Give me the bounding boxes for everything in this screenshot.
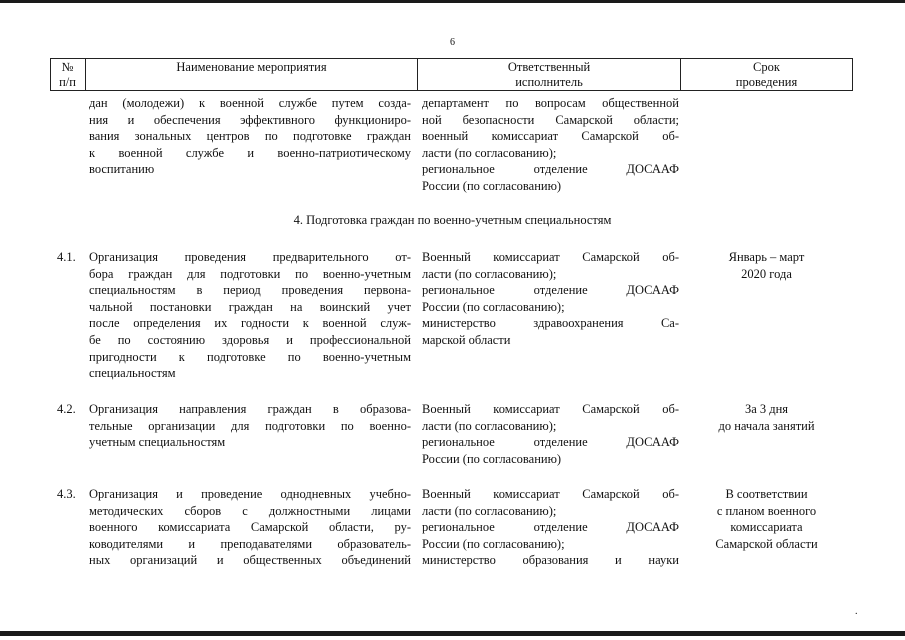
header-col-term: Срок проведения	[735, 60, 798, 89]
row-term-cell: За 3 дня до начала занятий	[718, 402, 815, 433]
row-name-cell: Организация направления граждан в образова- тельные организации для подготовки по военно- учетным специальностям	[89, 402, 411, 450]
row-responsible-cell: Военный комиссариат Самарской об- ласти (по согласованию); региональное отделение ДОСААФ России (по согласованию); министерство здравоохранения Са- марской области	[422, 250, 679, 347]
header-col-name: Наименование мероприятия	[176, 60, 327, 74]
row-number: 4.3.	[57, 487, 76, 501]
section-title: 4. Подготовка граждан по военно-учетным специальностям	[293, 213, 612, 227]
scan-bottom-edge	[0, 631, 905, 636]
row-number: 4.2.	[57, 402, 76, 416]
header-col-responsible: Ответственный исполнитель	[507, 60, 591, 89]
row-responsible-cell: Военный комиссариат Самарской об- ласти (по согласованию); региональное отделение ДОСААФ России (по согласованию)	[422, 402, 679, 466]
row-number: 4.1.	[57, 250, 76, 264]
header-col-num: № п/п	[59, 60, 76, 89]
row-term-cell: Январь – март 2020 года	[728, 250, 805, 281]
continued-name-cell: дан (молодежи) к военной службе путем созда- ния и обеспечения эффективного функциониро- вания зональных центров по подготовке граждан к военной службе и военно-патриотическому воспитанию	[89, 96, 411, 177]
row-responsible-cell: Военный комиссариат Самарской об- ласти (по согласованию); региональное отделение ДОСААФ России (по согласованию); министерство образования и науки	[422, 487, 679, 568]
row-term-cell: В соответствии с планом военного комиссариата Самарской области	[715, 487, 818, 551]
scan-speck: .	[855, 606, 858, 617]
row-name-cell: Организация проведения предварительного от- бора граждан для подготовки по военно-учетным специальностям в период проведения первона- чальной постановки граждан на воинский учет после определения их годности к военной служ- бе по состоянию здоровья и профессиональной пригодности к подготовке по военно-учетным специальностям	[89, 250, 411, 381]
page-number: 6	[450, 37, 455, 48]
scan-top-edge	[0, 0, 905, 3]
continued-responsible-cell: департамент по вопросам общественной ной безопасности Самарской области; военный комиссариат Самарской об- ласти (по согласованию); региональное отделение ДОСААФ России (по согласованию)	[422, 96, 679, 193]
row-name-cell: Организация и проведение однодневных учебно- методических сборов с должностными лицами военного комиссариата Самарской области, ру- ководителями и преподавателями образователь- ных организаций и общественных объединений	[89, 487, 411, 568]
